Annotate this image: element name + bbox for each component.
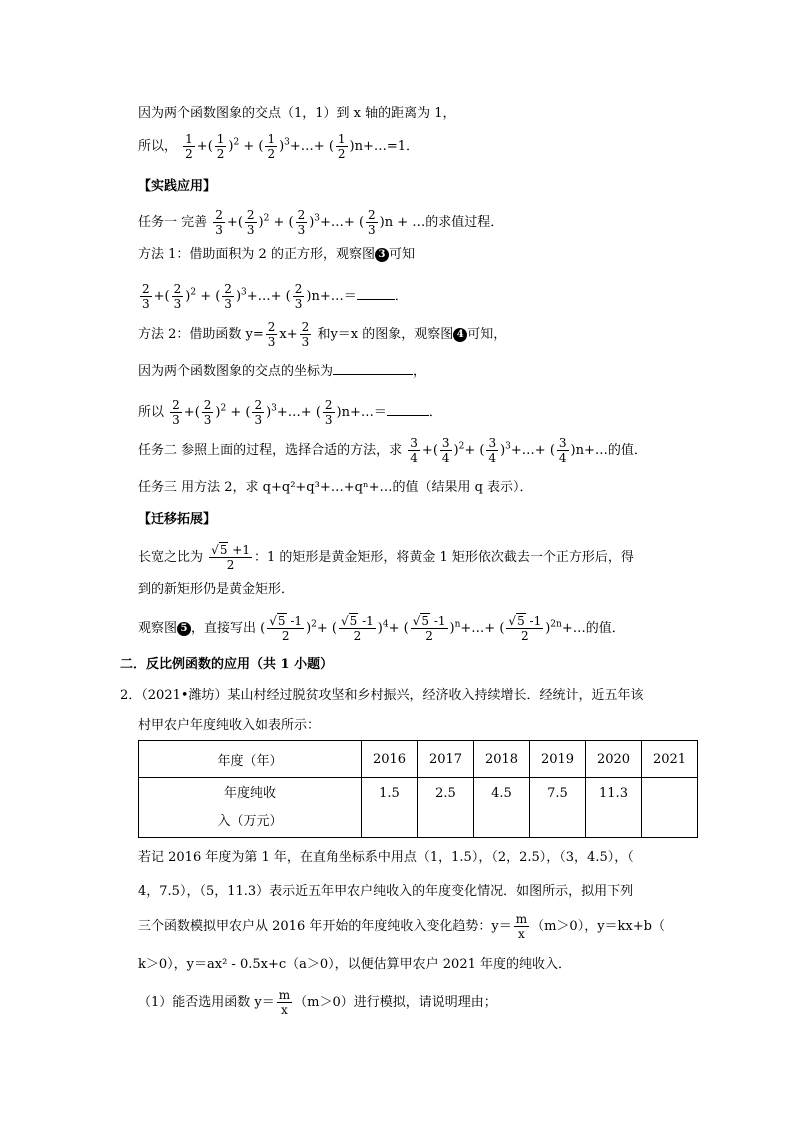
table-cell: 4.5	[474, 778, 530, 838]
table-cell: 7.5	[530, 778, 586, 838]
table-header-cell: 2017	[418, 741, 474, 778]
table-header-cell: 2018	[474, 741, 530, 778]
income-table	[138, 740, 698, 838]
circle-number: 3	[375, 248, 389, 262]
table-cell: 1.5	[362, 778, 418, 838]
answer-blank	[333, 362, 413, 375]
method1: 方法 1：借助面积为 2 的正方形，观察图 3 可知	[138, 247, 415, 262]
text-line: 因为两个函数图象的交点（1，1）到 x 轴的距离为 1，	[138, 106, 456, 121]
transfer-line2: 到的新矩形仍是黄金矩形．	[138, 582, 295, 597]
method1-equation: $\frac{2}{3}$ +( $\frac{2}{3}$ )$^2$ + ( $\frac{2}{3}$ )$^3$+…+ ( $\frac{2}{3}$ )n+…＝ ．	[142, 282, 408, 311]
table-cell	[642, 778, 698, 838]
heading-practice: 【实践应用】	[138, 179, 217, 194]
table-header-cell: 2021	[642, 741, 698, 778]
sum-formula-half: 所以， $\frac{1}{2}$ +( $\frac{1}{2}$ )$^2$ + ( $\frac{1}{2}$ )$^3$+…+ ( $\frac{1}{2}$ )n+…=1．	[138, 132, 420, 161]
table-header-cell: 2020	[586, 741, 642, 778]
paragraph-line: 若记 2016 年度为第 1 年，在直角坐标系中用点（1，1.5），（2，2.5），（3，4.5），（	[138, 850, 634, 865]
task3: 任务三 用方法 2，求 q+q²+q³+…+qⁿ+…的值（结果用 q 表示）．	[138, 480, 533, 495]
task2: 任务二 参照上面的过程，选择合适的方法，求 $\frac{3}{4}$ +( $\frac{3}{4}$ )$^2$+ ( $\frac{3}{4}$ )$^3$+…+ ( $\frac{3}{4}$ )n+…的值．	[138, 436, 647, 465]
table-header-cell: 2019	[530, 741, 586, 778]
table-cell: 11.3	[586, 778, 642, 838]
row-label-part: 入（万元）	[217, 813, 283, 829]
table-row	[139, 778, 698, 838]
circle-number: 5	[177, 622, 191, 636]
method2-equation: 所以 $\frac{2}{3}$ +( $\frac{2}{3}$ )$^2$ + ( $\frac{2}{3}$ )$^3$+…+ ( $\frac{2}{3}$ )n+…＝ ．	[138, 398, 442, 427]
table-row	[139, 741, 698, 778]
table-cell: 2.5	[418, 778, 474, 838]
heading-transfer: 【迁移拓展】	[138, 512, 217, 527]
row-label-part: 年度纯收	[223, 785, 276, 801]
question2-line1: 2．（2021•潍坊）某山村经过脱贫攻坚和乡村振兴，经济收入持续增长．经统计，近五年该	[120, 688, 644, 703]
transfer-line1: 长宽之比为 $\frac{√5 +1}{2}$ ：1 的矩形是黄金矩形，将黄金 1 矩形依次截去一个正方形后，得	[138, 543, 634, 572]
section-heading: 二．反比例函数的应用（共 1 小题）	[120, 657, 334, 672]
answer-blank	[357, 287, 395, 300]
subquestion-1: （1）能否选用函数 y＝ $\frac{m}{x}$ （m＞0）进行模拟，请说明理由；	[138, 988, 497, 1017]
paragraph-line: 4，7.5），（5，11.3）表示近五年甲农户纯收入的年度变化情况．如图所示，拟用下列	[138, 884, 634, 899]
answer-blank	[387, 403, 429, 416]
circle-number: 4	[453, 328, 467, 342]
question2-line2: 村甲农户年度纯收入如表所示：	[138, 718, 321, 733]
method2-intersection: 因为两个函数图象的交点的坐标为 ，	[138, 364, 427, 379]
table-header-cell: 2016	[362, 741, 418, 778]
paragraph-line: k＞0），y＝ax² - 0.5x+c（a＞0），以便估算甲农户 2021 年度的纯收入．	[138, 957, 571, 972]
paragraph-line: 三个函数模拟甲农户从 2016 年开始的年度纯收入变化趋势：y＝ $\frac{m}{x}$ （m＞0），y＝kx+b（	[138, 912, 665, 941]
table-row-label	[139, 778, 362, 838]
transfer-line3: 观察图 5 ，直接写出 ( $\frac{√5 -1}{2}$ )$^2$+ ( $\frac{√5 -1}{2}$ )$^4$+ ( $\frac{√5 -1}{2}$ )$^n$+…+ ( $\frac{√5 -1}{2}$ )$^{2n}$+…的值．	[138, 614, 625, 643]
method2: 方法 2：借助函数 y= $\frac{2}{3}$ x+ $\frac{2}{3}$ 和y＝x 的图象，观察图 4 可知，	[138, 320, 507, 349]
table-header-cell: 年度（年）	[139, 741, 362, 778]
task1: 任务一 完善 $\frac{2}{3}$ +( $\frac{2}{3}$ )$^2$ + ( $\frac{2}{3}$ )$^3$+…+ ( $\frac{2}{3}$ )n + …的求值过程．	[138, 208, 504, 237]
